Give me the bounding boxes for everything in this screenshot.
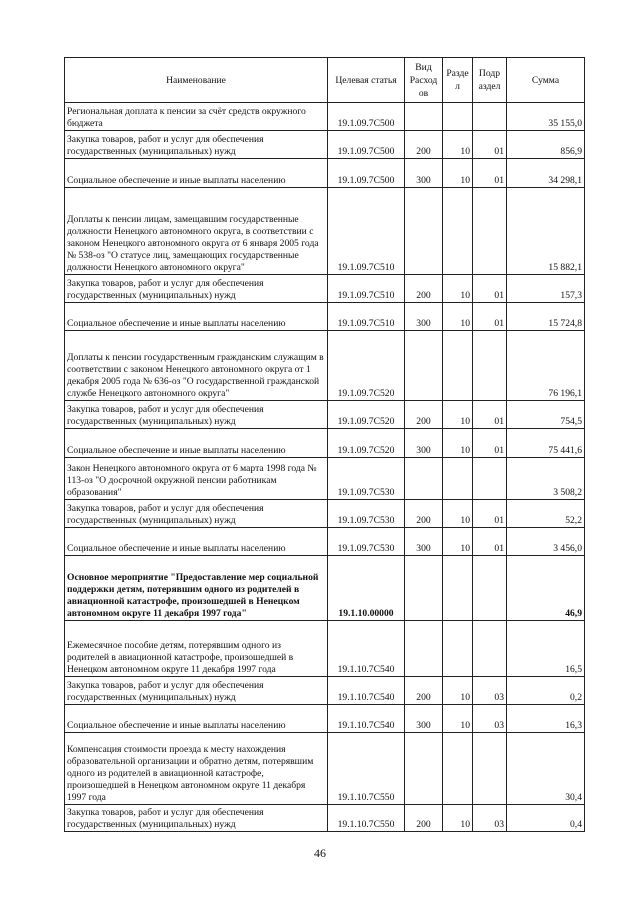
table-row xyxy=(65,528,585,556)
row-expense-type-cell xyxy=(405,103,443,131)
row-expense-type-cell: 200 xyxy=(405,131,443,159)
row-subsection-cell: 03 xyxy=(473,705,507,733)
row-sum-cell: 35 155,0 xyxy=(507,103,585,131)
table-row xyxy=(65,188,585,275)
table-row xyxy=(65,705,585,733)
row-expense-type-cell: 200 xyxy=(405,805,443,832)
row-subsection-cell xyxy=(473,188,507,275)
table-row xyxy=(65,805,585,832)
row-subsection-cell xyxy=(473,103,507,131)
row-target-article-cell: 19.1.10.7С540 xyxy=(328,705,405,733)
row-target-article-cell: 19.1.10.00000 xyxy=(328,556,405,621)
row-name-cell: Основное мероприятие "Предоставление мер социальной поддержки детям, потерявшим одного из родителей в авиационной катастрофе, произошедшей в Ненецком автономном округе 11 декабря 1997 года" xyxy=(65,556,328,621)
row-name-cell: Закупка товаров, работ и услуг для обеспечения государственных (муниципальных) нужд xyxy=(65,677,328,705)
row-subsection-cell: 01 xyxy=(473,131,507,159)
row-subsection-cell: 03 xyxy=(473,805,507,832)
row-name-cell: Компенсация стоимости проезда к месту нахождения образовательной организации и обратно детям, потерявшим одного из родителей в авиационной катастрофе, произошедшей в Ненецком автономном округе 11 декабря 1997 года xyxy=(65,733,328,805)
row-name-cell: Закупка товаров, работ и услуг для обеспечения государственных (муниципальных) нужд xyxy=(65,500,328,528)
header-section: Разде л xyxy=(443,58,473,103)
table-row xyxy=(65,159,585,188)
row-subsection-cell: 01 xyxy=(473,275,507,303)
table-row xyxy=(65,500,585,528)
table-header xyxy=(65,58,585,103)
row-sum-cell: 34 298,1 xyxy=(507,159,585,188)
table-row xyxy=(65,275,585,303)
header-sum: Сумма xyxy=(507,58,585,103)
row-section-cell: 10 xyxy=(443,275,473,303)
row-section-cell xyxy=(443,103,473,131)
row-name-cell: Доплаты к пенсии лицам, замещавшим государственные должности Ненецкого автономного округа, в соответствии с законом Ненецкого автономного округа от 6 января 2005 года № 538-оз "О статусе лиц, замещающих государственные должности Ненецкого автономного округа" xyxy=(65,188,328,275)
header-row xyxy=(65,58,585,103)
row-section-cell: 10 xyxy=(443,303,473,331)
row-subsection-cell: 03 xyxy=(473,677,507,705)
row-name-cell: Социальное обеспечение и иные выплаты населению xyxy=(65,303,328,331)
row-subsection-cell: 01 xyxy=(473,159,507,188)
row-target-article-cell: 19.1.09.7С530 xyxy=(328,458,405,500)
table-row xyxy=(65,331,585,401)
row-sum-cell: 75 441,6 xyxy=(507,429,585,458)
row-sum-cell: 15 724,8 xyxy=(507,303,585,331)
row-subsection-cell: 01 xyxy=(473,303,507,331)
row-section-cell: 10 xyxy=(443,500,473,528)
header-subsection: Подр аздел xyxy=(473,58,507,103)
row-expense-type-cell: 200 xyxy=(405,401,443,429)
row-name-cell: Доплаты к пенсии государственным гражданским служащим в соответствии с законом Ненецкого автономного округа от 1 декабря 2005 года № 636-оз "О государственной гражданской службе Ненецкого автономного округа" xyxy=(65,331,328,401)
row-target-article-cell: 19.1.10.7С550 xyxy=(328,733,405,805)
row-expense-type-cell xyxy=(405,188,443,275)
table-body xyxy=(65,103,585,832)
row-subsection-cell xyxy=(473,331,507,401)
row-section-cell xyxy=(443,556,473,621)
row-expense-type-cell: 300 xyxy=(405,429,443,458)
header-expense-type: Вид Расход ов xyxy=(405,58,443,103)
header-name: Наименование xyxy=(65,58,328,103)
row-sum-cell: 52,2 xyxy=(507,500,585,528)
row-target-article-cell: 19.1.09.7С510 xyxy=(328,188,405,275)
row-expense-type-cell: 200 xyxy=(405,677,443,705)
row-expense-type-cell xyxy=(405,621,443,677)
table-row xyxy=(65,103,585,131)
row-subsection-cell xyxy=(473,733,507,805)
row-sum-cell: 0,4 xyxy=(507,805,585,832)
row-expense-type-cell: 300 xyxy=(405,303,443,331)
row-expense-type-cell xyxy=(405,458,443,500)
row-name-cell: Социальное обеспечение и иные выплаты населению xyxy=(65,705,328,733)
row-sum-cell: 754,5 xyxy=(507,401,585,429)
budget-table xyxy=(64,57,585,832)
row-sum-cell: 15 882,1 xyxy=(507,188,585,275)
row-sum-cell: 76 196,1 xyxy=(507,331,585,401)
row-section-cell: 10 xyxy=(443,705,473,733)
table-row xyxy=(65,556,585,621)
row-section-cell: 10 xyxy=(443,805,473,832)
row-target-article-cell: 19.1.09.7С500 xyxy=(328,103,405,131)
row-target-article-cell: 19.1.09.7С520 xyxy=(328,331,405,401)
table-row xyxy=(65,401,585,429)
row-expense-type-cell xyxy=(405,556,443,621)
header-target-article: Целевая статья xyxy=(328,58,405,103)
row-expense-type-cell: 200 xyxy=(405,275,443,303)
row-name-cell: Ежемесячное пособие детям, потерявшим одного из родителей в авиационной катастрофе, произошедшей в Ненецком автономном округе 11 декабря 1997 года xyxy=(65,621,328,677)
row-section-cell: 10 xyxy=(443,131,473,159)
row-sum-cell: 0,2 xyxy=(507,677,585,705)
row-section-cell xyxy=(443,331,473,401)
row-sum-cell: 157,3 xyxy=(507,275,585,303)
table-row xyxy=(65,677,585,705)
row-section-cell: 10 xyxy=(443,528,473,556)
row-target-article-cell: 19.1.09.7С530 xyxy=(328,528,405,556)
row-expense-type-cell: 300 xyxy=(405,159,443,188)
row-section-cell: 10 xyxy=(443,401,473,429)
row-expense-type-cell xyxy=(405,331,443,401)
row-target-article-cell: 19.1.09.7С510 xyxy=(328,303,405,331)
row-target-article-cell: 19.1.09.7С520 xyxy=(328,401,405,429)
row-section-cell xyxy=(443,733,473,805)
page-number: 46 xyxy=(314,846,326,860)
row-section-cell xyxy=(443,621,473,677)
row-section-cell: 10 xyxy=(443,429,473,458)
row-name-cell: Социальное обеспечение и иные выплаты населению xyxy=(65,528,328,556)
row-sum-cell: 16,5 xyxy=(507,621,585,677)
row-name-cell: Закупка товаров, работ и услуг для обеспечения государственных (муниципальных) нужд xyxy=(65,805,328,832)
row-target-article-cell: 19.1.09.7С530 xyxy=(328,500,405,528)
table-row xyxy=(65,131,585,159)
row-expense-type-cell: 300 xyxy=(405,528,443,556)
row-name-cell: Закон Ненецкого автономного округа от 6 марта 1998 года № 113-оз "О досрочной окружной пенсии работникам образования" xyxy=(65,458,328,500)
row-subsection-cell: 01 xyxy=(473,429,507,458)
row-sum-cell: 30,4 xyxy=(507,733,585,805)
row-target-article-cell: 19.1.10.7С550 xyxy=(328,805,405,832)
row-subsection-cell xyxy=(473,458,507,500)
row-section-cell: 10 xyxy=(443,159,473,188)
row-target-article-cell: 19.1.09.7С520 xyxy=(328,429,405,458)
row-target-article-cell: 19.1.09.7С500 xyxy=(328,159,405,188)
row-target-article-cell: 19.1.09.7С510 xyxy=(328,275,405,303)
row-section-cell: 10 xyxy=(443,677,473,705)
row-name-cell: Закупка товаров, работ и услуг для обеспечения государственных (муниципальных) нужд xyxy=(65,131,328,159)
row-expense-type-cell xyxy=(405,733,443,805)
table-row xyxy=(65,621,585,677)
row-section-cell xyxy=(443,458,473,500)
row-subsection-cell xyxy=(473,621,507,677)
row-sum-cell: 3 508,2 xyxy=(507,458,585,500)
row-name-cell: Социальное обеспечение и иные выплаты населению xyxy=(65,429,328,458)
row-name-cell: Закупка товаров, работ и услуг для обеспечения государственных (муниципальных) нужд xyxy=(65,275,328,303)
row-target-article-cell: 19.1.10.7С540 xyxy=(328,677,405,705)
row-sum-cell: 3 456,0 xyxy=(507,528,585,556)
row-sum-cell: 856,9 xyxy=(507,131,585,159)
table-row xyxy=(65,458,585,500)
row-subsection-cell xyxy=(473,556,507,621)
row-subsection-cell: 01 xyxy=(473,528,507,556)
table-row xyxy=(65,303,585,331)
row-name-cell: Закупка товаров, работ и услуг для обеспечения государственных (муниципальных) нужд xyxy=(65,401,328,429)
row-target-article-cell: 19.1.10.7С540 xyxy=(328,621,405,677)
row-subsection-cell: 01 xyxy=(473,500,507,528)
row-expense-type-cell: 200 xyxy=(405,500,443,528)
row-section-cell xyxy=(443,188,473,275)
table-row xyxy=(65,429,585,458)
row-sum-cell: 46,9 xyxy=(507,556,585,621)
row-name-cell: Региональная доплата к пенсии за счёт средств окружного бюджета xyxy=(65,103,328,131)
row-sum-cell: 16,3 xyxy=(507,705,585,733)
row-expense-type-cell: 300 xyxy=(405,705,443,733)
row-target-article-cell: 19.1.09.7С500 xyxy=(328,131,405,159)
table-row xyxy=(65,733,585,805)
row-subsection-cell: 01 xyxy=(473,401,507,429)
row-name-cell: Социальное обеспечение и иные выплаты населению xyxy=(65,159,328,188)
